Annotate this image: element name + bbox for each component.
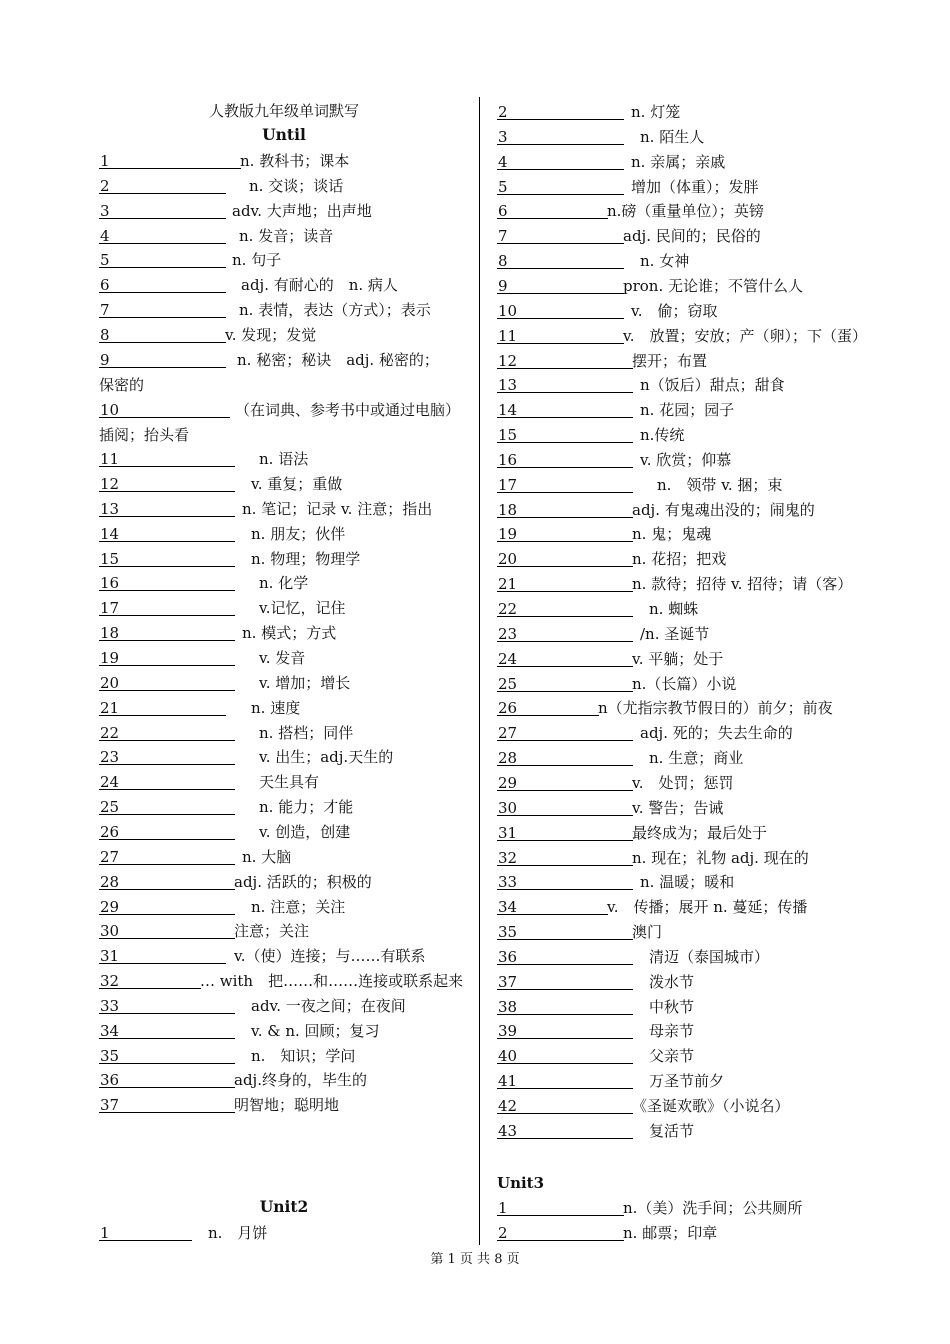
- blank-with-number[interactable]: 11: [497, 325, 624, 344]
- blank-with-number[interactable]: 31: [99, 945, 226, 964]
- unit2-heading: Unit2: [259, 1197, 309, 1216]
- definition: n. 蜘蛛: [649, 600, 699, 618]
- definition: n. 陌生人: [640, 128, 705, 146]
- definition-continued: 保密的: [99, 376, 145, 394]
- blank-with-number[interactable]: 15: [497, 424, 633, 443]
- blank-with-number[interactable]: 2: [497, 1222, 624, 1241]
- blank-with-number[interactable]: 30: [99, 920, 235, 939]
- blank-with-number[interactable]: 12: [99, 473, 235, 492]
- blank-with-number[interactable]: 38: [497, 996, 633, 1015]
- blank-with-number[interactable]: 17: [99, 597, 235, 616]
- definition: n. 教科书；课本: [240, 152, 350, 170]
- definition: n. 秘密；秘诀 adj. 秘密的；: [237, 351, 439, 369]
- definition: n. 款待；招待 v. 招待；请（客）: [632, 575, 853, 593]
- blank-with-number[interactable]: 19: [497, 523, 633, 542]
- blank-with-number[interactable]: 33: [99, 995, 235, 1014]
- definition: 中秋节: [649, 998, 695, 1016]
- blank-with-number[interactable]: 6: [497, 200, 608, 219]
- definition: n. 表情，表达（方式）；表示: [239, 301, 431, 319]
- blank-with-number[interactable]: 7: [497, 225, 624, 244]
- definition: 母亲节: [649, 1022, 695, 1040]
- blank-with-number[interactable]: 32: [99, 970, 201, 989]
- definition: 清迈（泰国城市）: [649, 948, 770, 966]
- blank-with-number[interactable]: 5: [497, 176, 624, 195]
- definition: v. 发音: [259, 649, 306, 667]
- blank-with-number[interactable]: 30: [497, 797, 633, 816]
- blank-with-number[interactable]: 26: [99, 821, 235, 840]
- blank-with-number[interactable]: 24: [497, 648, 633, 667]
- definition: … with 把……和……连接或联系起来: [200, 972, 464, 990]
- blank-with-number[interactable]: 20: [497, 548, 633, 567]
- definition: v. 平躺；处于: [632, 650, 724, 668]
- blank-with-number[interactable]: 8: [99, 324, 226, 343]
- definition: n. 鬼；鬼魂: [632, 525, 712, 543]
- definition: n. 花招；把戏: [632, 550, 727, 568]
- definition: n. 能力；才能: [259, 798, 354, 816]
- blank-with-number[interactable]: 6: [99, 274, 226, 293]
- blank-with-number[interactable]: 34: [99, 1020, 235, 1039]
- definition: 天生具有: [259, 773, 320, 791]
- definition: v.（使）连接；与……有联系: [234, 947, 426, 965]
- unit3-heading: Unit3: [497, 1174, 545, 1192]
- definition: n. 邮票；印章: [623, 1224, 718, 1242]
- blank-with-number[interactable]: 25: [497, 673, 633, 692]
- blank-with-number[interactable]: 10: [497, 300, 624, 319]
- blank-with-number[interactable]: 13: [99, 498, 235, 517]
- blank-with-number[interactable]: 25: [99, 796, 235, 815]
- blank-with-number[interactable]: 12: [497, 350, 633, 369]
- blank-with-number[interactable]: 35: [497, 921, 633, 940]
- definition: n. 发音；读音: [239, 227, 334, 245]
- blank-with-number[interactable]: 4: [99, 225, 226, 244]
- definition: n. 生意；商业: [649, 749, 744, 767]
- blank-with-number[interactable]: 10: [99, 399, 230, 418]
- blank-with-number[interactable]: 15: [99, 548, 235, 567]
- blank-with-number[interactable]: 18: [497, 499, 633, 518]
- blank-with-number[interactable]: 1: [99, 150, 241, 169]
- blank-with-number[interactable]: 36: [99, 1069, 235, 1088]
- definition: n. 笔记；记录 v. 注意；指出: [242, 500, 433, 518]
- definition: 注意；关注: [234, 922, 310, 940]
- definition: n（饭后）甜点；甜食: [640, 376, 785, 394]
- definition: n. 亲属；亲戚: [631, 153, 726, 171]
- definition: n. 花园；园子: [640, 401, 735, 419]
- definition: n. 交谈；谈话: [249, 177, 344, 195]
- definition: （在词典、参考书中或通过电脑）: [235, 401, 461, 419]
- blank-with-number[interactable]: 22: [497, 598, 633, 617]
- definition: v. 偷；窃取: [631, 302, 718, 320]
- blank-with-number[interactable]: 29: [497, 772, 633, 791]
- definition: 增加（体重）；发胖: [631, 178, 759, 196]
- definition: 父亲节: [649, 1047, 695, 1065]
- blank-with-number[interactable]: 7: [99, 299, 226, 318]
- blank-with-number[interactable]: 21: [497, 573, 633, 592]
- definition: n. 语法: [259, 450, 309, 468]
- blank-with-number[interactable]: 3: [99, 200, 226, 219]
- definition: 最终成为；最后处于: [632, 824, 768, 842]
- definition: n. 女神: [640, 252, 690, 270]
- definition: 万圣节前夕: [649, 1072, 725, 1090]
- definition: n.传统: [640, 426, 685, 444]
- blank-with-number[interactable]: 37: [99, 1094, 235, 1113]
- blank-with-number[interactable]: 26: [497, 697, 599, 716]
- blank-with-number[interactable]: 39: [497, 1020, 633, 1039]
- blank-with-number[interactable]: 2: [497, 101, 624, 120]
- blank-with-number[interactable]: 36: [497, 946, 633, 965]
- page-footer: 第 1 页 共 8 页: [430, 1252, 520, 1267]
- blank-with-number[interactable]: 8: [497, 250, 624, 269]
- blank-with-number[interactable]: 34: [497, 896, 608, 915]
- blank-with-number[interactable]: 27: [99, 846, 235, 865]
- definition: v.记忆，记住: [259, 599, 346, 617]
- blank-with-number[interactable]: 9: [99, 349, 226, 368]
- definition: n. 大脑: [242, 848, 292, 866]
- definition: n. 物理；物理学: [251, 550, 361, 568]
- definition: n. 现在；礼物 adj. 现在的: [632, 849, 809, 867]
- definition: /n. 圣诞节: [640, 625, 710, 643]
- definition: adj. 活跃的；积极的: [234, 873, 372, 891]
- blank-with-number[interactable]: 14: [99, 523, 235, 542]
- definition: 《圣诞欢歌》（小说名）: [632, 1097, 790, 1115]
- definition: n. 速度: [251, 699, 301, 717]
- definition: 澳门: [632, 923, 663, 941]
- definition: v. 警告；告诫: [632, 799, 724, 817]
- blank-with-number[interactable]: 33: [497, 871, 633, 890]
- blank-with-number[interactable]: 21: [99, 697, 226, 716]
- blank-with-number[interactable]: 19: [99, 647, 235, 666]
- definition: n. 朋友；伙伴: [251, 525, 346, 543]
- definition: 明智地；聪明地: [234, 1096, 340, 1114]
- definition: v. 处罚；惩罚: [632, 774, 734, 792]
- definition: adj. 有耐心的 n. 病人: [241, 276, 398, 294]
- doc-title: 人教版九年级单词默写: [208, 102, 359, 120]
- blank-with-number[interactable]: 31: [497, 822, 633, 841]
- blank-with-number[interactable]: 22: [99, 722, 235, 741]
- blank-with-number[interactable]: 29: [99, 896, 235, 915]
- blank-with-number[interactable]: 24: [99, 771, 235, 790]
- blank-with-number[interactable]: 23: [497, 623, 633, 642]
- definition: v. 出生；adj.天生的: [259, 748, 394, 766]
- definition: v. & n. 回顾；复习: [251, 1022, 380, 1040]
- blank-with-number[interactable]: 2: [99, 175, 226, 194]
- definition: adj.终身的，毕生的: [234, 1071, 367, 1089]
- blank-with-number[interactable]: 16: [497, 449, 633, 468]
- blank-with-number[interactable]: 3: [497, 126, 624, 145]
- definition: n. 句子: [232, 251, 282, 269]
- definition: 泼水节: [649, 973, 695, 991]
- definition: n.磅（重量单位）；英镑: [607, 202, 764, 220]
- blank-with-number[interactable]: 32: [497, 847, 633, 866]
- blank-with-number[interactable]: 11: [99, 448, 235, 467]
- blank-with-number[interactable]: 41: [497, 1070, 633, 1089]
- definition: adj. 死的；失去生命的: [640, 724, 793, 742]
- definition: v. 创造，创建: [259, 823, 351, 841]
- definition: 摆开；布置: [632, 352, 708, 370]
- definition: v. 欣赏；仰慕: [640, 451, 732, 469]
- blank-with-number[interactable]: 40: [497, 1045, 633, 1064]
- blank-with-number[interactable]: 9: [497, 275, 624, 294]
- definition: adj. 有鬼魂出没的；闹鬼的: [632, 501, 815, 519]
- definition: v. 传播；展开 n. 蔓延；传播: [607, 898, 808, 916]
- blank-with-number[interactable]: 16: [99, 572, 235, 591]
- definition: n. 灯笼: [631, 103, 681, 121]
- definition: n. 知识；学问: [251, 1047, 356, 1065]
- definition: v. 增加；增长: [259, 674, 351, 692]
- definition: n. 化学: [259, 574, 309, 592]
- blank-with-number[interactable]: 23: [99, 746, 235, 765]
- blank-with-number[interactable]: 28: [99, 871, 235, 890]
- definition: n（尤指宗教节假日的）前夕；前夜: [598, 699, 833, 717]
- unit1-heading: Until: [262, 125, 306, 144]
- blank-with-number[interactable]: 4: [497, 151, 624, 170]
- column-divider: [479, 97, 480, 1245]
- blank-with-number[interactable]: 17: [497, 474, 633, 493]
- definition: v. 发现；发觉: [225, 326, 317, 344]
- definition: adv. 一夜之间；在夜间: [251, 997, 406, 1015]
- definition: adj. 民间的；民俗的: [623, 227, 761, 245]
- definition: adv. 大声地；出声地: [232, 202, 372, 220]
- definition-continued: 插阅；抬头看: [99, 426, 190, 444]
- blank-with-number[interactable]: 18: [99, 622, 235, 641]
- definition: n. 月饼: [208, 1224, 268, 1242]
- definition: n. 温暖；暖和: [640, 873, 735, 891]
- blank-with-number[interactable]: 20: [99, 672, 235, 691]
- blank-with-number[interactable]: 14: [497, 399, 633, 418]
- definition: 复活节: [649, 1122, 695, 1140]
- blank-with-number[interactable]: 28: [497, 747, 633, 766]
- definition: v. 放置；安放；产（卵）；下（蛋）: [623, 327, 867, 345]
- blank-with-number[interactable]: 27: [497, 722, 633, 741]
- definition: pron. 无论谁；不管什么人: [623, 277, 804, 295]
- definition: n. 模式；方式: [242, 624, 337, 642]
- blank-with-number[interactable]: 37: [497, 971, 633, 990]
- definition: n.（美）洗手间；公共厕所: [623, 1199, 803, 1217]
- blank-with-number[interactable]: 43: [497, 1120, 633, 1139]
- definition: v. 重复；重做: [251, 475, 343, 493]
- blank-with-number[interactable]: 42: [497, 1095, 633, 1114]
- blank-with-number[interactable]: 1: [99, 1222, 192, 1241]
- blank-with-number[interactable]: 1: [497, 1197, 624, 1216]
- blank-with-number[interactable]: 35: [99, 1045, 235, 1064]
- blank-with-number[interactable]: 5: [99, 249, 226, 268]
- definition: n. 注意；关注: [251, 898, 346, 916]
- blank-with-number[interactable]: 13: [497, 374, 633, 393]
- definition: n. 领带 v. 捆；束: [657, 476, 783, 494]
- definition: n.（长篇）小说: [632, 675, 737, 693]
- definition: n. 搭档；同伴: [259, 724, 354, 742]
